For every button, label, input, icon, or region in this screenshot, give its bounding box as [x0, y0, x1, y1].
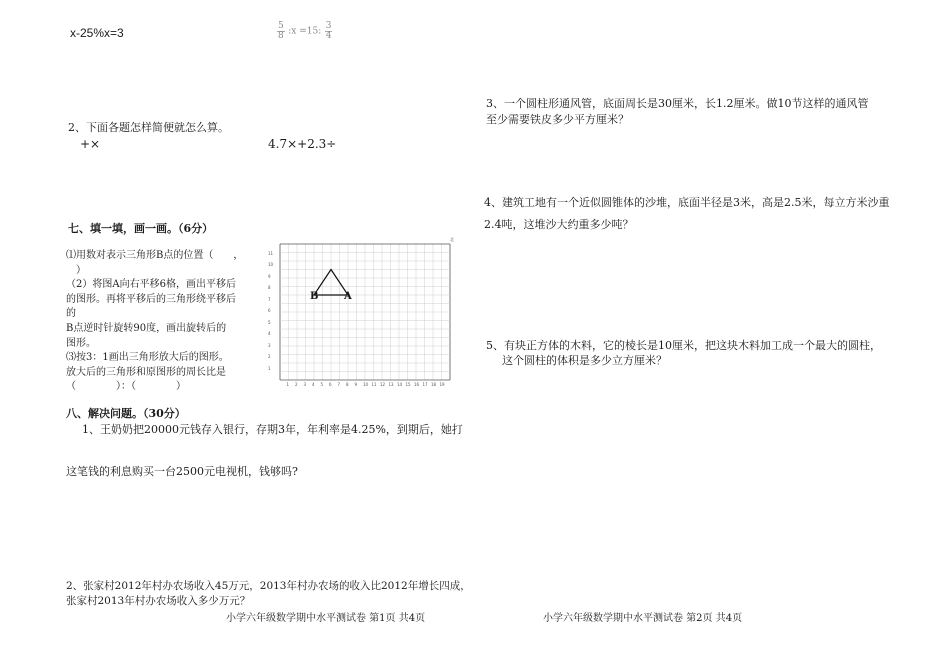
- question-2-expression-2: 4.7×+2.3÷: [268, 137, 337, 151]
- section-7-line: （2）将图A向右平移6格，画出平移后: [66, 279, 236, 291]
- page-1-footer: 小学六年级数学期中水平测试卷 第1页 共4页: [226, 613, 426, 624]
- fraction-numerator: 5: [278, 21, 284, 31]
- x-tick-label: 17: [422, 382, 428, 387]
- x-tick-label: 12: [380, 382, 386, 387]
- x-tick-label: 14: [397, 382, 403, 387]
- coordinate-grid: [268, 238, 458, 390]
- equation-middle: :x =15:: [288, 26, 322, 37]
- x-tick-label: 5: [320, 382, 324, 387]
- x-tick-label: 15: [405, 382, 411, 387]
- y-tick-label: 5: [268, 319, 271, 325]
- question-5-line-2: 这个圆柱的体积是多少立方厘米？: [502, 354, 667, 367]
- section-7-line: ）: [66, 264, 86, 276]
- y-tick-label: 7: [268, 296, 271, 302]
- x-tick-label: 18: [431, 382, 437, 387]
- north-label: 北: [450, 237, 454, 242]
- y-tick-label: 2: [268, 354, 271, 360]
- question-2-expression-1: +×: [80, 137, 101, 151]
- question-8-2-line-1: 2、张家村2012年村办农场收入45万元，2013年村办农场的收入比2012年增长四成，: [66, 580, 471, 592]
- fraction-5-8: [277, 22, 285, 42]
- x-tick-label: 2: [295, 382, 298, 387]
- section-7-items: [66, 249, 243, 395]
- fraction-denominator: 4: [325, 31, 332, 42]
- section-7-line: B点逆时针旋转90度，画出旋转后的: [66, 322, 227, 334]
- point-a-label: A: [344, 291, 352, 302]
- fraction-3-4: [325, 22, 333, 42]
- y-tick-label: 10: [268, 262, 274, 268]
- question-2-title: 2、下面各题怎样简便就怎么算。: [68, 121, 229, 134]
- question-3-line-1: 3、一个圆柱形通风管，底面周长是30厘米，长1.2厘米。做10节这样的通风管: [486, 97, 869, 110]
- y-tick-label: 11: [268, 250, 274, 256]
- y-tick-label: 3: [268, 342, 271, 348]
- equation-2: [277, 22, 332, 42]
- section-7-line: 放大后的三角形和原图形的周长比是: [66, 366, 226, 378]
- section-7-line: 的图形。再将平移后的三角形绕平移后: [66, 293, 236, 305]
- question-8-1-line-2: 这笔钱的利息购买一台2500元电视机，钱够吗?: [66, 465, 298, 478]
- section-7-line: ⑴用数对表示三角形B点的位置（ ，: [66, 250, 244, 261]
- x-tick-label: 7: [337, 382, 341, 387]
- y-tick-label: 8: [268, 285, 271, 291]
- equation-1: x-25%x=3: [70, 26, 124, 40]
- y-tick-label: 6: [268, 308, 271, 314]
- x-tick-label: 6: [329, 382, 332, 387]
- x-tick-label: 19: [439, 382, 445, 387]
- section-7-line: 的: [66, 308, 76, 320]
- section-8-title: 八、解决问题。（30分）: [66, 407, 186, 420]
- x-tick-label: 16: [414, 382, 420, 387]
- y-tick-label: 9: [268, 273, 271, 279]
- grid-svg: [268, 238, 458, 390]
- page-2-footer: 小学六年级数学期中水平测试卷 第2页 共4页: [543, 613, 743, 624]
- fraction-numerator: 3: [325, 21, 332, 31]
- section-7-line: （ ）：（ ）: [66, 381, 186, 393]
- question-8-2-line-2: 张家村2013年村办农场收入多少万元？: [66, 595, 251, 607]
- x-tick-label: 8: [346, 382, 349, 387]
- y-tick-label: 1: [268, 365, 271, 371]
- question-4-line-2: 2.4吨，这堆沙大约重多少吨？: [484, 218, 634, 231]
- x-tick-label: 9: [354, 382, 358, 387]
- y-tick-label: 4: [268, 331, 271, 337]
- x-tick-label: 10: [363, 382, 369, 387]
- question-4-line-1: 4、建筑工地有一个近似圆锥体的沙堆，底面半径是3米，高是2.5米，每立方米沙重: [484, 196, 890, 209]
- fraction-denominator: 8: [278, 31, 284, 42]
- x-tick-label: 11: [371, 382, 377, 387]
- x-tick-label: 4: [312, 382, 315, 387]
- question-5-line-1: 5、有块正方体的木料，它的棱长是10厘米，把这块木料加工成一个最大的圆柱，: [486, 339, 881, 352]
- section-7-line: 图形。: [66, 337, 96, 349]
- x-tick-label: 3: [303, 382, 307, 387]
- question-8-1-line-1: 1、王奶奶把20000元钱存入银行，存期3年，年利率是4.25%，到期后，她打: [82, 423, 463, 436]
- point-b-label: B: [310, 291, 319, 302]
- x-tick-label: 1: [286, 382, 290, 387]
- question-3-line-2: 至少需要铁皮多少平方厘米？: [486, 113, 629, 126]
- x-tick-label: 13: [388, 382, 394, 387]
- section-7-title: 七、填一填，画一画。（6分）: [68, 222, 214, 235]
- section-7-line: ⑶按3：1画出三角形放大后的图形。: [66, 352, 229, 364]
